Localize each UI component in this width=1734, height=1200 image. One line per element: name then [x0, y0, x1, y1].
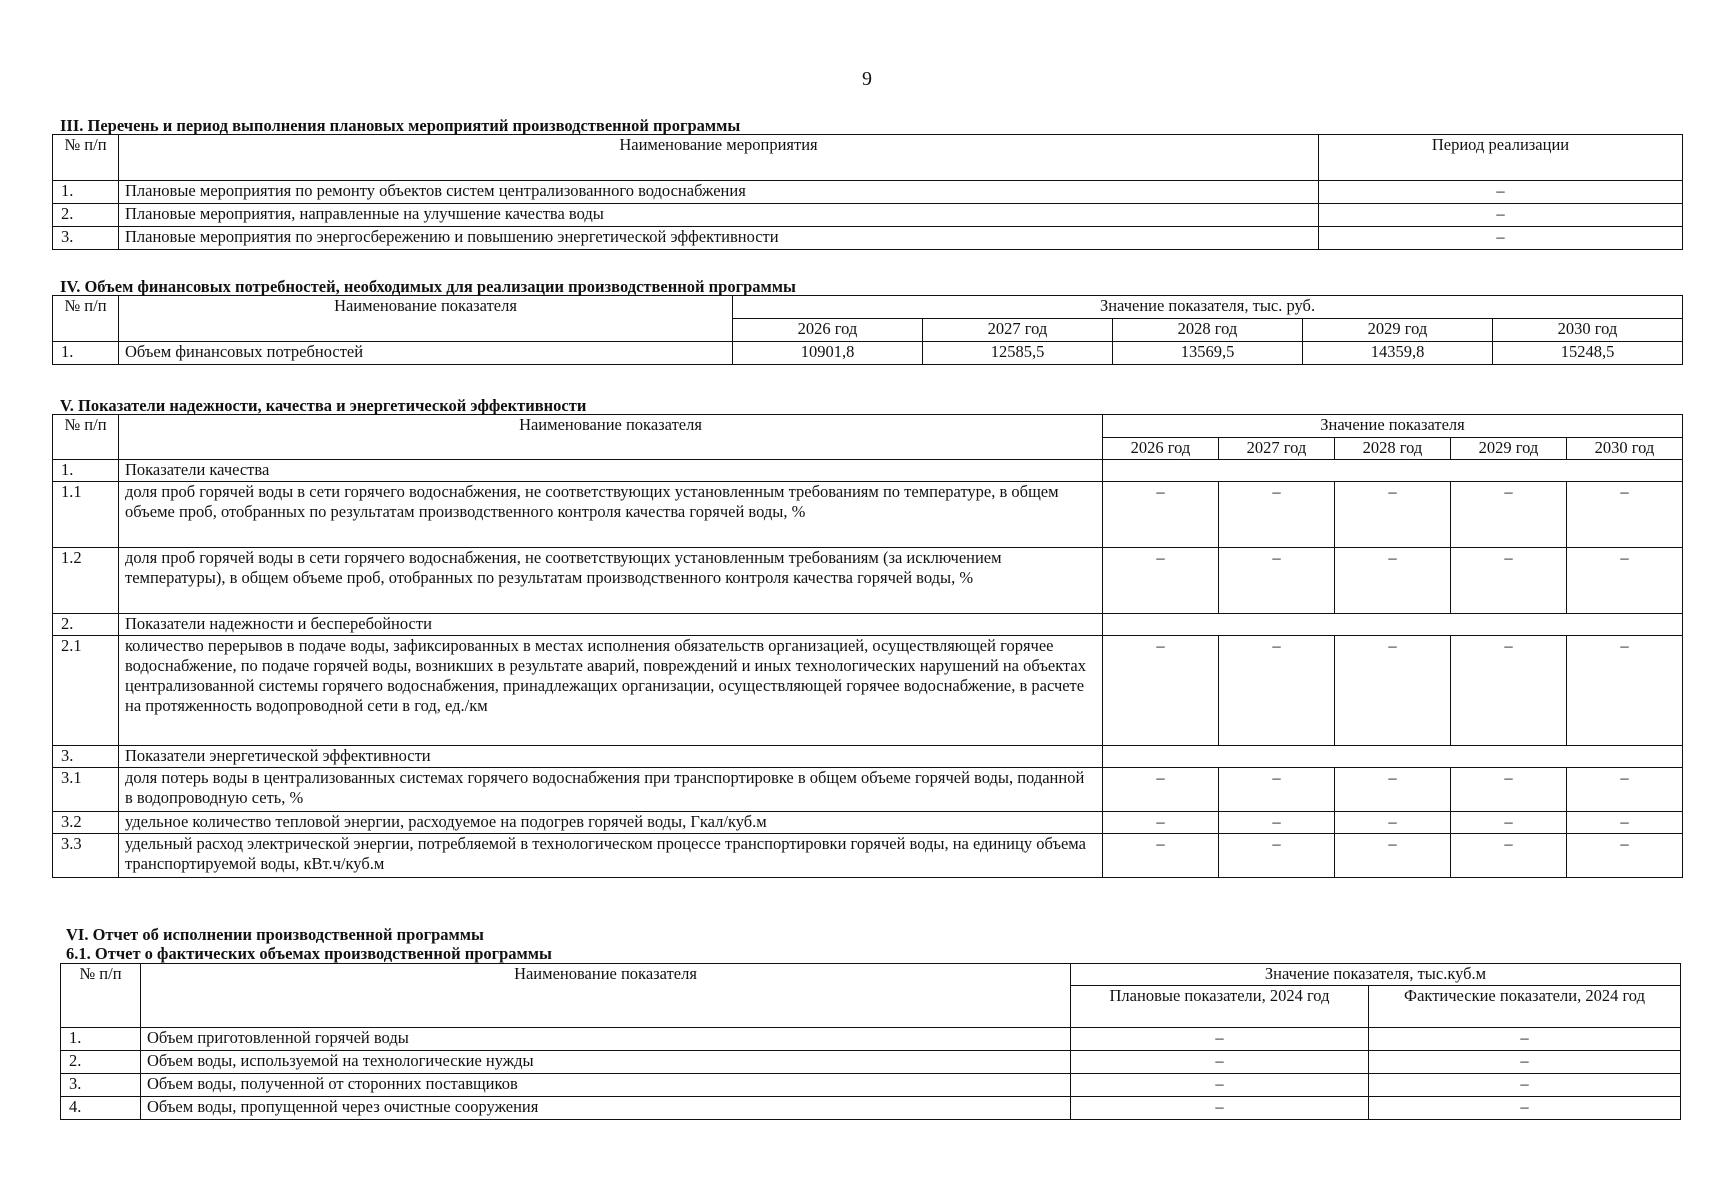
header-no: № п/п [53, 415, 119, 460]
table-row: 1. Объем финансовых потребностей 10901,8 12585,5 13569,5 14359,8 15248,5 [53, 342, 1683, 365]
header-event-name: Наименование мероприятия [119, 135, 1319, 181]
table-row: 3.2 удельное количество тепловой энергии, расходуемое на подогрев горячей воды, Гкал/куб.м – – – – – [53, 812, 1683, 834]
section-6-table [60, 963, 1681, 1120]
header-value: Значение показателя, тыс. руб. [733, 296, 1683, 319]
header-year: 2030 год [1567, 438, 1683, 460]
section-4-table [52, 295, 1683, 365]
table-row: 1.1 доля проб горячей воды в сети горячего водоснабжения, не соответствующих установленным требованиям по температуре, в общем объеме проб, отобранных по результатам производственного контроля качества горячей воды, % – – – – – [53, 482, 1683, 548]
table-row: 2. Плановые мероприятия, направленные на улучшение качества воды – [53, 204, 1683, 227]
section-5-title: V. Показатели надежности, качества и энергетической эффективности [60, 396, 587, 415]
header-indicator-name: Наименование показателя [141, 964, 1071, 1028]
header-year: 2026 год [733, 319, 923, 342]
header-indicator-name: Наименование показателя [119, 296, 733, 342]
page-number: 9 [862, 68, 872, 90]
header-year: 2026 год [1103, 438, 1219, 460]
header-no: № п/п [61, 964, 141, 1028]
header-indicator-name: Наименование показателя [119, 415, 1103, 460]
header-value: Значение показателя, тыс.куб.м [1071, 964, 1681, 986]
table-row: 1.2 доля проб горячей воды в сети горячего водоснабжения, не соответствующих установленным требованиям (за исключением температуры), в общем объеме проб, отобранных по результатам производственного контроля качества горячей воды, % – – – – – [53, 548, 1683, 614]
section-3-title: III. Перечень и период выполнения плановых мероприятий производственной программы [60, 116, 741, 135]
table-row: 1. Плановые мероприятия по ремонту объектов систем централизованного водоснабжения – [53, 181, 1683, 204]
table-row: 3.1 доля потерь воды в централизованных системах горячего водоснабжения при транспортировке в общем объеме горячей воды, поданной в водопроводную сеть, % – – – – – [53, 768, 1683, 812]
header-no: № п/п [53, 296, 119, 342]
group-row: 3. Показатели энергетической эффективности [53, 746, 1683, 768]
header-year: 2028 год [1335, 438, 1451, 460]
group-row: 1. Показатели качества [53, 460, 1683, 482]
table-row: 3. Объем воды, полученной от сторонних поставщиков – – [61, 1074, 1681, 1097]
table-row: 4. Объем воды, пропущенной через очистные сооружения – – [61, 1097, 1681, 1120]
header-year: 2027 год [1219, 438, 1335, 460]
table-row: 2.1 количество перерывов в подаче воды, зафиксированных в местах исполнения обязательств организацией, осуществляющей горячее водоснабжение, по подаче горячей воды, возникших в результате аварий, повреждений и иных технологических нарушений на объектах централизованной системы горячего водоснабжения, принадлежащих организации, осуществляющей горячее водоснабжение, в расчете на протяженность водопроводной сети в год, ед./км – – – – – [53, 636, 1683, 746]
section-4-title: IV. Объем финансовых потребностей, необходимых для реализации производственной программы [60, 277, 796, 296]
section-6-subtitle: 6.1. Отчет о фактических объемах производственной программы [66, 944, 552, 963]
header-no: № п/п [53, 135, 119, 181]
header-year: 2028 год [1113, 319, 1303, 342]
section-6-title: VI. Отчет об исполнении производственной программы [66, 925, 484, 944]
table-row: 2. Объем воды, используемой на технологические нужды – – [61, 1051, 1681, 1074]
header-value: Значение показателя [1103, 415, 1683, 438]
table-row: 3.3 удельный расход электрической энергии, потребляемой в технологическом процессе транспортировки горячей воды, на единицу объема транспортируемой воды, кВт.ч/куб.м – – – – – [53, 834, 1683, 878]
header-year: 2029 год [1451, 438, 1567, 460]
section-3-table [52, 134, 1683, 250]
header-period: Период реализации [1319, 135, 1683, 181]
header-year: 2029 год [1303, 319, 1493, 342]
table-row: 3. Плановые мероприятия по энергосбережению и повышению энергетической эффективности – [53, 227, 1683, 250]
header-year: 2027 год [923, 319, 1113, 342]
header-fact: Фактические показатели, 2024 год [1369, 986, 1681, 1028]
section-5-table [52, 414, 1683, 878]
header-plan: Плановые показатели, 2024 год [1071, 986, 1369, 1028]
table-row: 1. Объем приготовленной горячей воды – – [61, 1028, 1681, 1051]
group-row: 2. Показатели надежности и бесперебойности [53, 614, 1683, 636]
header-year: 2030 год [1493, 319, 1683, 342]
